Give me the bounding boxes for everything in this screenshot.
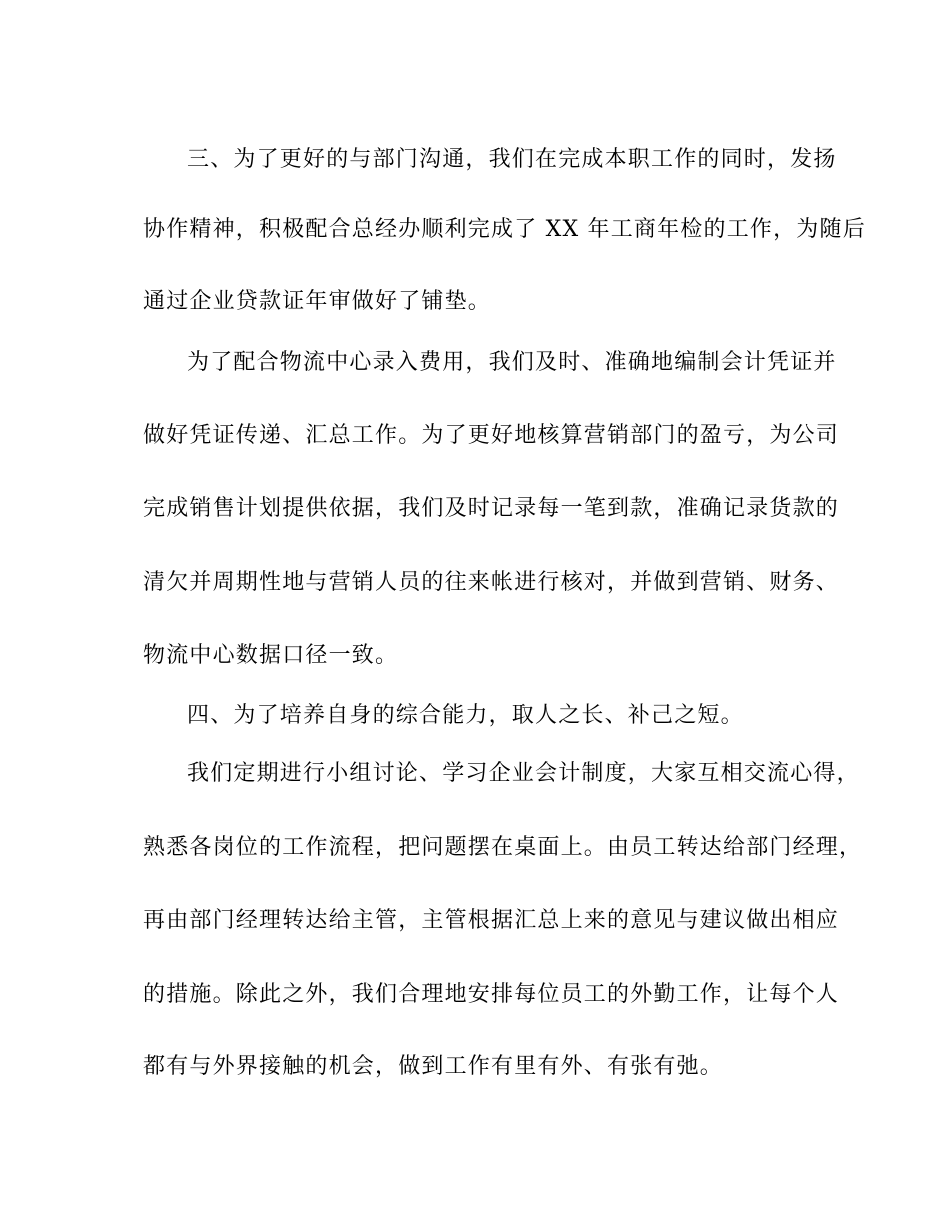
paragraph-logistics-line-5: 物流中心数据口径一致。: [143, 643, 399, 668]
paragraph-study-line-2: 熟悉各岗位的工作流程，把问题摆在桌面上。由员工转达给部门经理，: [143, 835, 863, 860]
paragraph-logistics-line-2: 做好凭证传递、汇总工作。为了更好地核算营销部门的盈亏，为公司: [143, 423, 840, 448]
paragraph-3-line-1: 三、为了更好的与部门沟通，我们在完成本职工作的同时，发扬: [187, 147, 837, 172]
paragraph-study-line-1: 我们定期进行小组讨论、学习企业会计制度，大家互相交流心得，: [187, 761, 860, 786]
paragraph-logistics-line-1: 为了配合物流中心录入费用，我们及时、准确地编制会计凭证并: [187, 350, 837, 375]
paragraph-logistics-line-4: 清欠并周期性地与营销人员的往来帐进行核对，并做到营销、财务、: [143, 570, 840, 595]
paragraph-study-line-4: 的措施。除此之外，我们合理地安排每位员工的外勤工作，让每个人: [143, 982, 840, 1007]
paragraph-study-line-5: 都有与外界接触的机会，做到工作有里有外、有张有弛。: [143, 1054, 724, 1079]
paragraph-3-line-2: 协作精神，积极配合总经办顺利完成了 XX 年工商年检的工作，为随后: [143, 217, 866, 242]
paragraph-4-heading: 四、为了培养自身的综合能力，取人之长、补己之短。: [187, 703, 744, 728]
paragraph-logistics-line-3: 完成销售计划提供依据，我们及时记录每一笔到款，准确记录货款的: [143, 496, 840, 521]
paragraph-3-line-3: 通过企业贷款证年审做好了铺垫。: [143, 289, 492, 314]
paragraph-study-line-3: 再由部门经理转达给主管，主管根据汇总上来的意见与建议做出相应: [143, 908, 840, 933]
